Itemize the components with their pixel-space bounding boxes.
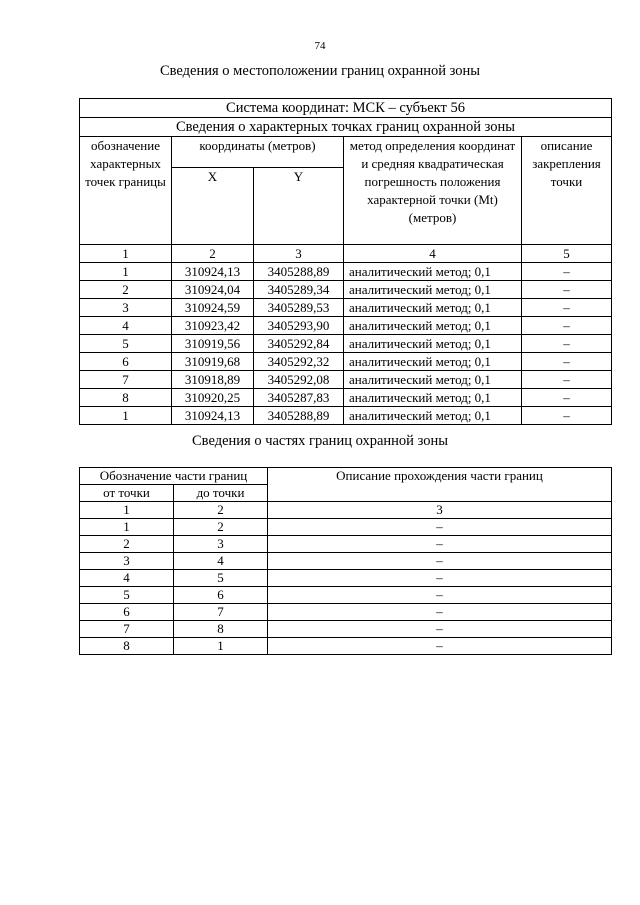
coord-y: 3405293,90 — [254, 317, 344, 335]
coord-y: 3405288,89 — [254, 407, 344, 425]
point-desc: – — [522, 317, 612, 335]
part-desc: – — [268, 604, 612, 621]
to-point: 5 — [174, 570, 268, 587]
col-number: 1 — [80, 245, 172, 263]
point-number: 7 — [80, 371, 172, 389]
coord-x: 310918,89 — [172, 371, 254, 389]
header-to: до точки — [174, 485, 268, 502]
point-number: 2 — [80, 281, 172, 299]
coord-y: 3405292,08 — [254, 371, 344, 389]
coord-x: 310919,56 — [172, 335, 254, 353]
point-desc: – — [522, 335, 612, 353]
coord-y: 3405289,34 — [254, 281, 344, 299]
coord-y: 3405288,89 — [254, 263, 344, 281]
table-row — [80, 389, 612, 407]
method: аналитический метод; 0,1 — [344, 299, 522, 317]
column-numbers-row — [80, 245, 612, 263]
coord-y: 3405292,32 — [254, 353, 344, 371]
coord-x: 310924,13 — [172, 263, 254, 281]
header-row-1 — [80, 137, 612, 168]
from-point: 4 — [80, 570, 174, 587]
to-point: 7 — [174, 604, 268, 621]
table-row — [80, 317, 612, 335]
table-row — [80, 570, 612, 587]
from-point: 1 — [80, 519, 174, 536]
coordinate-system-row — [80, 99, 612, 118]
col-number: 1 — [80, 502, 174, 519]
parts-header-row-1 — [80, 468, 612, 485]
method: аналитический метод; 0,1 — [344, 263, 522, 281]
point-desc: – — [522, 389, 612, 407]
point-desc: – — [522, 371, 612, 389]
col-number: 2 — [174, 502, 268, 519]
to-point: 8 — [174, 621, 268, 638]
coord-x: 310919,68 — [172, 353, 254, 371]
table-row — [80, 407, 612, 425]
table-row — [80, 281, 612, 299]
point-desc: – — [522, 299, 612, 317]
header-y: Y — [254, 168, 344, 245]
point-desc: – — [522, 281, 612, 299]
to-point: 4 — [174, 553, 268, 570]
point-desc: – — [522, 263, 612, 281]
part-desc: – — [268, 570, 612, 587]
to-point: 3 — [174, 536, 268, 553]
parts-column-numbers-row — [80, 502, 612, 519]
part-desc: – — [268, 587, 612, 604]
from-point: 8 — [80, 638, 174, 655]
table-row — [80, 371, 612, 389]
table-row — [80, 604, 612, 621]
col-number: 2 — [172, 245, 254, 263]
part-desc: – — [268, 519, 612, 536]
table-row — [80, 519, 612, 536]
table-row — [80, 299, 612, 317]
section2-title: Сведения о частях границ охранной зоны — [192, 433, 448, 449]
header-desc: описание закрепления точки — [522, 137, 612, 245]
from-point: 7 — [80, 621, 174, 638]
coord-x: 310924,04 — [172, 281, 254, 299]
parts-table — [79, 467, 612, 655]
from-point: 5 — [80, 587, 174, 604]
method: аналитический метод; 0,1 — [344, 407, 522, 425]
point-desc: – — [522, 407, 612, 425]
point-number: 8 — [80, 389, 172, 407]
point-number: 3 — [80, 299, 172, 317]
table-row — [80, 587, 612, 604]
method: аналитический метод; 0,1 — [344, 335, 522, 353]
point-number: 4 — [80, 317, 172, 335]
coordinate-system: Система координат: МСК – субъект 56 — [80, 99, 612, 118]
col-number: 3 — [268, 502, 612, 519]
from-point: 2 — [80, 536, 174, 553]
point-desc: – — [522, 353, 612, 371]
part-desc: – — [268, 536, 612, 553]
header-from: от точки — [80, 485, 174, 502]
col-number: 5 — [522, 245, 612, 263]
from-point: 3 — [80, 553, 174, 570]
table-row — [80, 353, 612, 371]
col-number: 3 — [254, 245, 344, 263]
table-row — [80, 638, 612, 655]
method: аналитический метод; 0,1 — [344, 281, 522, 299]
header-point: обозначение характерных точек границы — [80, 137, 172, 245]
table-row — [80, 621, 612, 638]
to-point: 2 — [174, 519, 268, 536]
method: аналитический метод; 0,1 — [344, 317, 522, 335]
point-number: 6 — [80, 353, 172, 371]
point-number: 1 — [80, 407, 172, 425]
coord-x: 310920,25 — [172, 389, 254, 407]
col-number: 4 — [344, 245, 522, 263]
to-point: 6 — [174, 587, 268, 604]
header-coords: координаты (метров) — [172, 137, 344, 168]
header-part-desc: Описание прохождения части границ — [268, 468, 612, 502]
coord-x: 310924,13 — [172, 407, 254, 425]
part-desc: – — [268, 553, 612, 570]
table-row — [80, 553, 612, 570]
method: аналитический метод; 0,1 — [344, 371, 522, 389]
page-number: 74 — [314, 40, 326, 52]
method: аналитический метод; 0,1 — [344, 389, 522, 407]
coord-y: 3405292,84 — [254, 335, 344, 353]
part-desc: – — [268, 638, 612, 655]
table-row — [80, 536, 612, 553]
table-row — [80, 335, 612, 353]
method: аналитический метод; 0,1 — [344, 353, 522, 371]
header-method: метод определения координат и средняя квадратическая погрешность положения характерной точки (Mt) (метров) — [344, 137, 522, 245]
header-part: Обозначение части границ — [80, 468, 268, 485]
header-x: X — [172, 168, 254, 245]
to-point: 1 — [174, 638, 268, 655]
points-subtitle: Сведения о характерных точках границ охранной зоны — [80, 118, 612, 137]
point-number: 5 — [80, 335, 172, 353]
coord-x: 310923,42 — [172, 317, 254, 335]
coord-x: 310924,59 — [172, 299, 254, 317]
coord-y: 3405289,53 — [254, 299, 344, 317]
part-desc: – — [268, 621, 612, 638]
point-number: 1 — [80, 263, 172, 281]
subtitle-row — [80, 118, 612, 137]
points-table — [79, 98, 612, 425]
coord-y: 3405287,83 — [254, 389, 344, 407]
table-row — [80, 263, 612, 281]
section1-title: Сведения о местоположении границ охранной зоны — [159, 63, 480, 79]
from-point: 6 — [80, 604, 174, 621]
